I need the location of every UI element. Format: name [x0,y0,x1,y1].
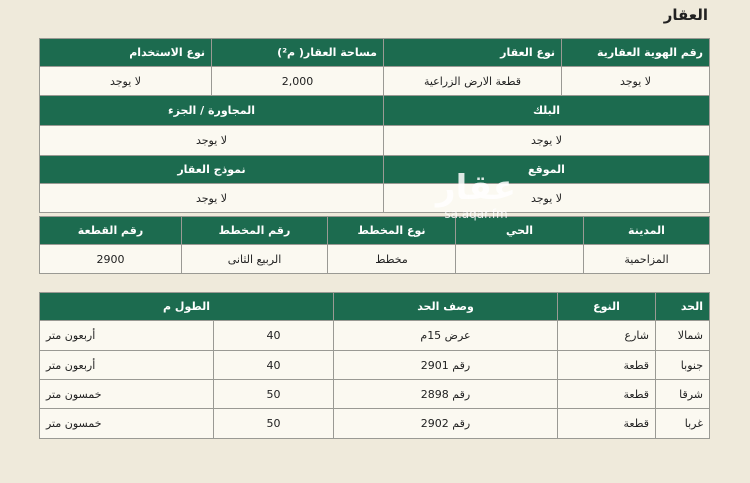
aqar-watermark [436,168,516,220]
boundary-side: غربا [656,409,710,439]
boundary-length-text: خمسون متر [39,380,213,409]
usage-type-header: نوع الاستخدام [40,39,212,67]
boundary-length-text: أربعون متر [39,351,213,380]
boundary-type-header: النوع [558,293,656,321]
boundary-description-header: وصف الحد [334,293,558,321]
boundary-type: شارع [558,321,656,351]
boundary-description: عرض 15م [334,321,558,351]
boundary-description: رقم 2898 [334,380,558,409]
property-model-value: لا يوجد [40,184,384,213]
neighborhood-part-header: المجاورة / الجزء [40,96,384,126]
boundary-side: جنوبا [656,351,710,380]
boundary-type: قطعة [558,351,656,380]
block-value: لا يوجد [384,126,710,156]
neighborhood-part-value: لا يوجد [40,126,384,156]
property-type-header: نوع العقار [384,39,562,67]
boundary-length-text: أربعون متر [39,321,213,351]
table-row [39,351,709,380]
boundary-length: 50 [214,409,334,439]
boundary-length-header: الطول م [39,293,333,321]
plan-header-row [40,217,710,245]
boundary-type: قطعة [558,380,656,409]
boundary-length: 50 [214,380,334,409]
property-type-value: قطعة الارض الزراعية [384,67,562,96]
plot-number-value: 2900 [40,245,182,274]
property-value-row-1 [40,67,710,96]
plan-table [39,216,710,274]
city-value: المزاحمية [584,245,710,274]
watermark-logo: عقار [436,168,517,208]
boundary-length: 40 [214,321,334,351]
plan-number-header: رقم المخطط [182,217,328,245]
location-header: الموقع [384,156,710,184]
district-header: الحي [456,217,584,245]
property-value-row-3 [40,184,710,213]
block-header: البلك [384,96,710,126]
plan-value-row [40,245,710,274]
usage-type-value: لا يوجد [40,67,212,96]
district-value [456,245,584,274]
property-model-header: نموذج العقار [40,156,384,184]
boundary-description: رقم 2902 [334,409,558,439]
property-value-row-2 [40,126,710,156]
property-table [39,38,710,213]
table-row [39,380,709,409]
plan-number-value: الربيع الثانى [182,245,328,274]
plan-type-header: نوع المخطط [328,217,456,245]
plan-type-value: مخطط [328,245,456,274]
table-row [39,321,709,351]
property-header-row-3 [40,156,710,184]
city-header: المدينة [584,217,710,245]
table-row [39,409,709,439]
property-header-row-1 [40,39,710,67]
property-area-header: مساحة العقار( م²) [212,39,384,67]
boundary-length: 40 [214,351,334,380]
location-value: لا يوجد [384,184,710,213]
boundary-side: شرقا [656,380,710,409]
property-id-header: رقم الهوية العقارية [562,39,710,67]
boundaries-table [39,292,710,439]
boundary-length-text: خمسون متر [39,409,213,439]
boundary-side: شمالا [656,321,710,351]
plot-number-header: رقم القطعة [40,217,182,245]
boundaries-header-row [39,293,709,321]
property-id-value: لا يوجد [562,67,710,96]
boundary-description: رقم 2901 [334,351,558,380]
page-title: العقار [663,6,708,24]
watermark-site: sa.aqar.fm [444,207,508,221]
property-area-value: 2,000 [212,67,384,96]
boundary-type: قطعة [558,409,656,439]
property-header-row-2 [40,96,710,126]
boundary-side-header: الحد [656,293,710,321]
